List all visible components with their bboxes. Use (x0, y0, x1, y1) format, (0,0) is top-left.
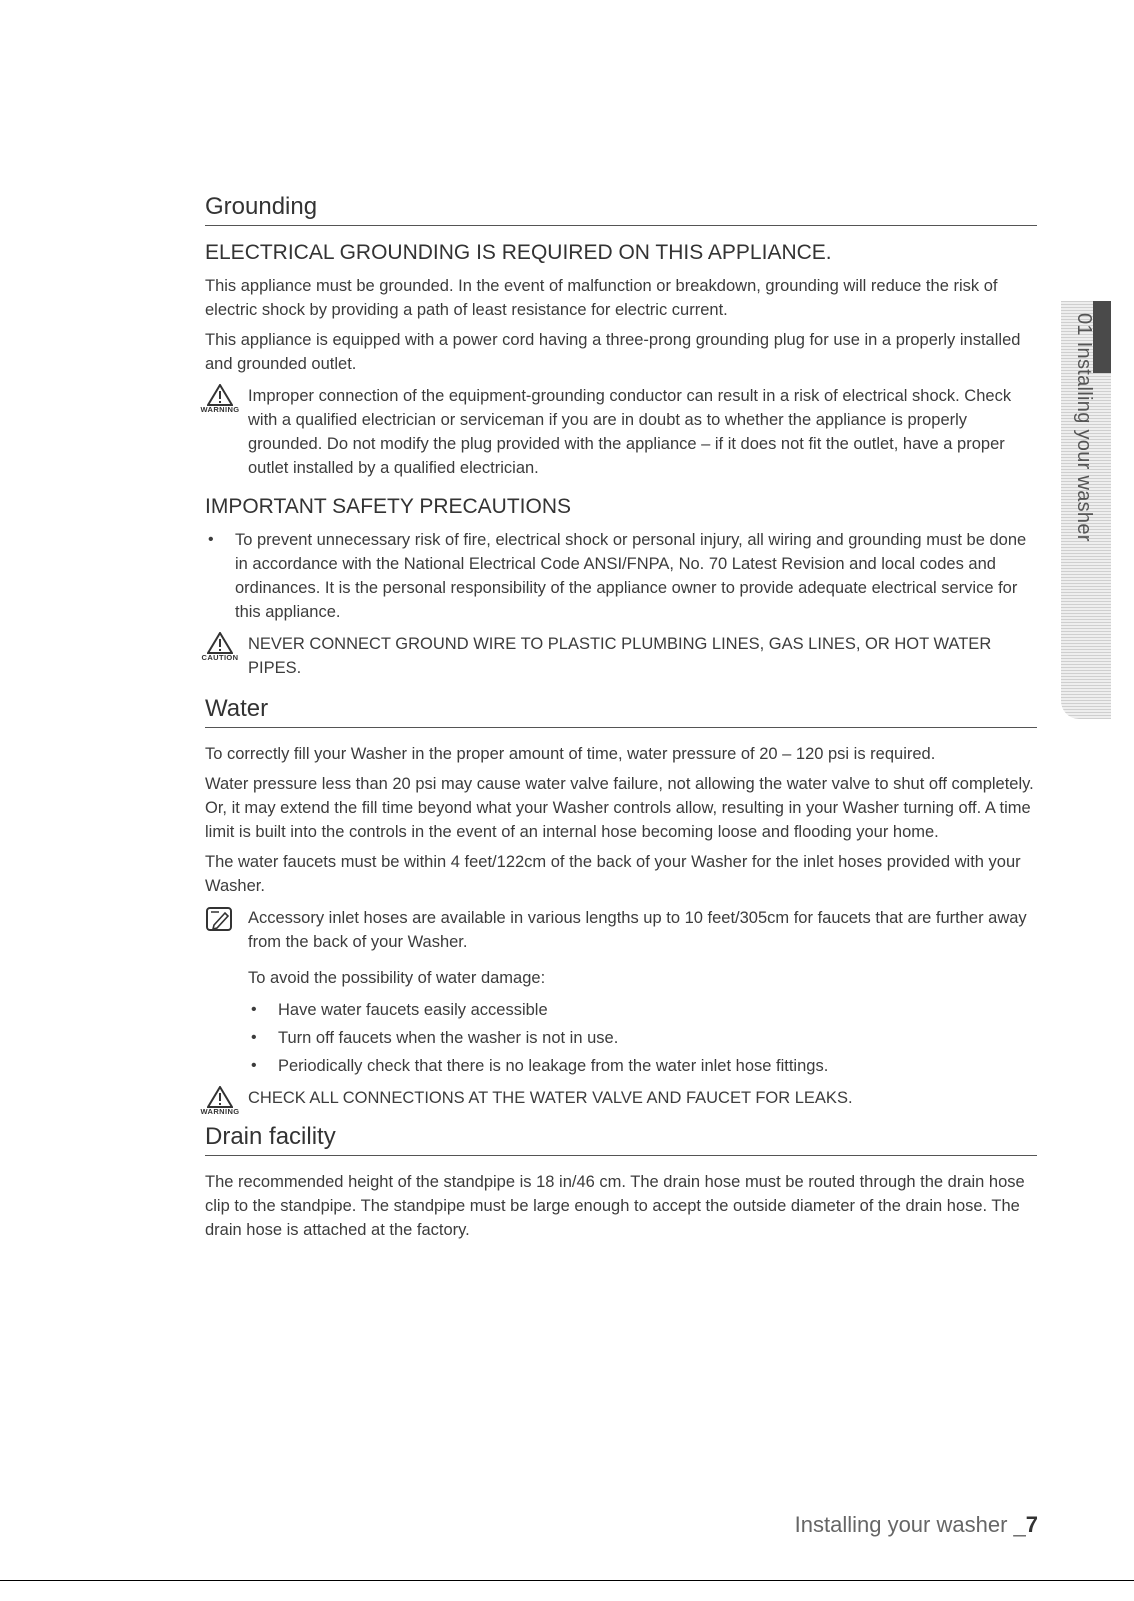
list-item: • Have water faucets easily accessible (248, 998, 1037, 1022)
list-item: • Periodically check that there is no leakage from the water inlet hose fittings. (248, 1054, 1037, 1078)
precautions-caution (201, 632, 1037, 680)
grounding-heading: Grounding (205, 192, 1037, 226)
water-warning-text: CHECK ALL CONNECTIONS AT THE WATER VALVE AND FAUCET FOR LEAKS. (248, 1089, 853, 1107)
precautions-caution-text: NEVER CONNECT GROUND WIRE TO PLASTIC PLUMBING LINES, GAS LINES, OR HOT WATER PIPES. (248, 635, 992, 677)
warning-icon (199, 1086, 241, 1116)
drain-paragraph-1: The recommended height of the standpipe is 18 in/46 cm. The drain hose must be routed through the drain hose clip to the standpipe. The standpipe must be large enough to accept the outside diameter of the drain hose. The drain hose is attached at the factory. (205, 1173, 1025, 1239)
warning-label: WARNING (200, 405, 240, 414)
water-paragraph-1: To correctly fill your Washer in the proper amount of time, water pressure of 20 – 120 psi is required. (205, 745, 936, 763)
drain-heading: Drain facility (205, 1122, 1037, 1156)
page-number: 7 (1025, 1512, 1038, 1537)
water-heading: Water (205, 694, 1037, 728)
water-paragraph-3: The water faucets must be within 4 feet/122cm of the back of your Washer for the inlet hoses provided with your Washer. (205, 853, 1021, 895)
water-avoid-list (248, 998, 1037, 1078)
water-paragraph-2: Water pressure less than 20 psi may cause water valve failure, not allowing the water valve to shut off completely. Or, it may extend the fill time beyond what your Washer controls allow, resulting in your Washer turning off. A time limit is built into the controls in the event of an internal hose becoming loose and flooding your home. (205, 775, 1034, 841)
warning-label: WARNING (200, 1107, 240, 1116)
precautions-heading: IMPORTANT SAFETY PRECAUTIONS (205, 495, 572, 518)
caution-label: CAUTION (201, 653, 239, 662)
page-content (200, 192, 1037, 1248)
precautions-list (205, 528, 1037, 624)
grounding-paragraph-1: This appliance must be grounded. In the event of malfunction or breakdown, grounding will reduce the risk of electric shock by providing a path of least resistance for electric current. (205, 277, 998, 319)
grounding-subheading: ELECTRICAL GROUNDING IS REQUIRED ON THIS APPLIANCE. (205, 241, 832, 264)
chapter-tab-marker (1093, 301, 1111, 373)
water-note (205, 906, 1037, 954)
page-footer (795, 1512, 1038, 1538)
water-warning (200, 1086, 1037, 1116)
grounding-warning (200, 384, 1037, 480)
note-icon (199, 906, 241, 934)
bottom-rule (0, 1580, 1134, 1581)
list-item: • To prevent unnecessary risk of fire, electrical shock or personal injury, all wiring and grounding must be done in accordance with the National Electrical Code ANSI/FNPA, No. 70 Latest Revision and local codes and ordinances. It is the personal responsibility of the appliance owner to provide adequate electrical service for this appliance. (205, 528, 1037, 624)
caution-icon (199, 632, 241, 662)
chapter-side-tab (1061, 301, 1111, 719)
water-damage-section (205, 966, 1037, 1078)
footer-text: Installing your washer _ (794, 1512, 1026, 1537)
grounding-warning-text: Improper connection of the equipment-grounding conductor can result in a risk of electrical shock. Check with a qualified electrician or serviceman if you are in doubt as to whether the appliance is properly grounded. Do not modify the plug provided with the appliance – if it does not fit the outlet, have a proper outlet installed by a qualified electrician. (248, 387, 1012, 477)
list-item: • Turn off faucets when the washer is not in use. (248, 1026, 1037, 1050)
chapter-tab-label: 01 Installing your washer (1073, 313, 1095, 542)
water-note-text: Accessory inlet hoses are available in various lengths up to 10 feet/305cm for faucets that are further away from the back of your Washer. (248, 909, 1027, 951)
warning-icon (199, 384, 241, 414)
grounding-paragraph-2: This appliance is equipped with a power cord having a three-prong grounding plug for use in a properly installed and grounded outlet. (205, 331, 1021, 373)
water-avoid-intro: To avoid the possibility of water damage: (248, 969, 546, 987)
